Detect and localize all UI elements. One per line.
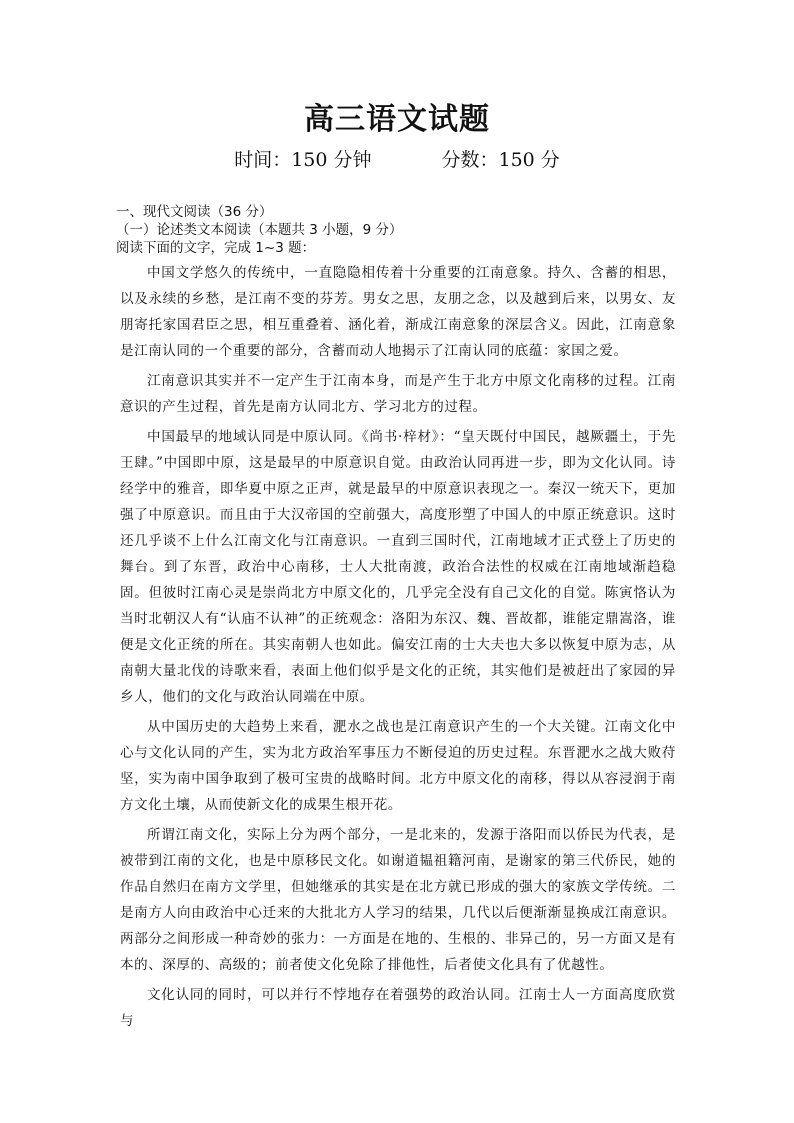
subsection-heading: （一）论述类文本阅读（本题共 3 小题，9 分） [116,222,403,238]
exam-time: 时间：150 分钟 [234,149,372,171]
passage-body [120,260,676,1038]
passage-paragraph: 中国文学悠久的传统中，一直隐隐相传着十分重要的江南意象。持久、含蓄的相思，以及永续的乡愁，是江南不变的芬芳。男女之思，友朋之念，以及越到后来，以男女、友朋寄托家国君臣之思，相互重叠着、涵化着，渐成江南意象的深层含义。因此，江南意象是江南认同的一个重要的部分，含蓄而动人地揭示了江南认同的底蕴：家国之爱。 [120,265,676,359]
exam-score: 分数：150 分 [441,149,560,171]
exam-title: 高三语文试题 [304,102,490,137]
passage-paragraph: 文化认同的同时，可以并行不悖地存在着强势的政治认同。江南士人一方面高度欣赏与 [120,987,676,1029]
passage-paragraph: 从中国历史的大趋势上来看，淝水之战也是江南意识产生的一个大关键。江南文化中心与文化认同的产生，实为北方政治军事压力不断侵迫的历史过程。东晋淝水之战大败苻坚，实为南中国争取到了极可宝贵的战略时间。北方中原文化的南移，得以从容浸润于南方文化土壤，从而使新文化的成果生根开花。 [120,719,676,813]
section-headings [116,203,686,257]
exam-meta [0,147,794,173]
passage-paragraph: 中国最早的地域认同是中原认同。《尚书·梓材》：“皇天既付中国民，越厥疆土，于先王肆。”中国即中原，这是最早的中原意识自觉。由政治认同再进一步，即为文化认同。诗经学中的雅音，即华夏中原之正声，就是最早的中原意识表现之一。秦汉一统天下，更加强了中原意识。而且由于大汉帝国的空前强大，高度形塑了中国人的中原正统意识。这时还几乎谈不上什么江南文化与江南意识。一直到三国时代，江南地域才正式登上了历史的舞台。到了东晋，政治中心南移，士人大批南渡，政治合法性的权威在江南地域渐趋稳固。但彼时江南心灵是崇尚北方中原文化的，几乎完全没有自己文化的自觉。陈寅恪认为当时北朝汉人有“认庙不认神”的正统观念：洛阳为东汉、魏、晋故都，谁能定鼎嵩洛，谁便是文化正统的所在。其实南朝人也如此。偏安江南的士大夫也大多以恢复中原为志，从南朝大量北伐的诗歌来看，表面上他们似乎是文化的正统，其实他们是被赶出了家园的异乡人，他们的文化与政治认同端在中原。 [120,429,676,705]
section-heading: 一、现代文阅读（36 分） [116,204,273,220]
passage-paragraph: 所谓江南文化，实际上分为两个部分，一是北来的，发源于洛阳而以侨民为代表，是被带到江南的文化，也是中原移民文化。如谢道韫祖籍河南，是谢家的第三代侨民，她的作品自然归在南方文学里，但她继承的其实是在北方就已形成的强大的家族文学传统。二是南方人向由政治中心迁来的大批北方人学习的结果，几代以后便渐渐显换成江南意识。两部分之间形成一种奇妙的张力：一方面是在地的、生根的、非异己的，另一方面又是有本的、深厚的、高级的；前者使文化免除了排他性，后者使文化具有了优越性。 [120,827,676,973]
reading-instruction: 阅读下面的文字，完成 1~3 题： [116,240,316,256]
passage-paragraph: 江南意识其实并不一定产生于江南本身，而是产生于北方中原文化南移的过程。江南意识的产生过程，首先是南方认同北方、学习北方的过程。 [120,373,676,415]
